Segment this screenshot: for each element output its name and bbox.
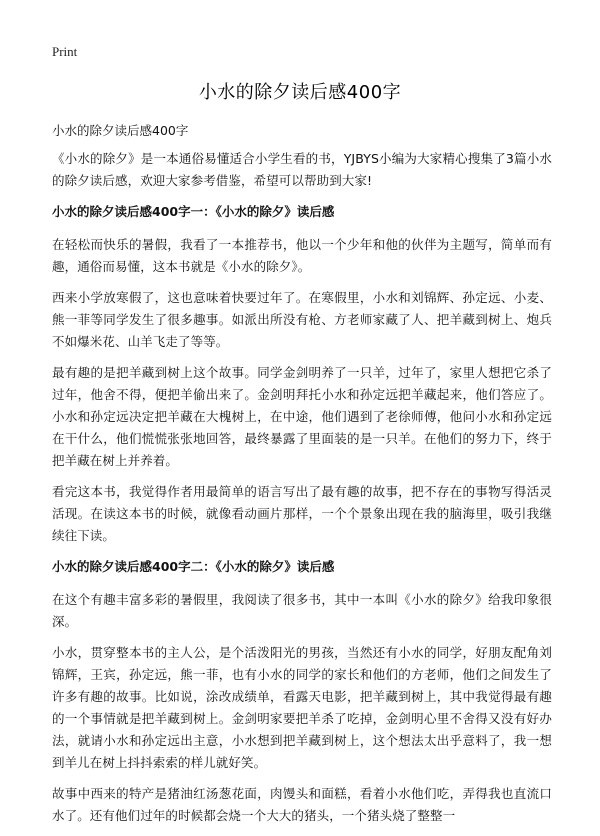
- intro-paragraph: 《小水的除夕》是一本通俗易懂适合小学生看的书，YJBYS小编为大家精心搜集了3篇小水的除夕读后感，欢迎大家参考借鉴，希望可以帮助到大家!: [52, 151, 552, 188]
- section1-paragraph: 最有趣的是把羊藏到树上这个故事。同学金剑明养了一只羊，过年了，家里人想把它杀了过年，他舍不得，便把羊偷出来了。金剑明拜托小水和孙定远把羊藏起来，他们答应了。小水和孙定远决定把羊藏在大槐树上，在中途，他们遇到了老徐师傅，他问小水和孙定远在干什么，他们慌慌张张地回答，最终暴露了里面装的是一只羊。在他们的努力下，终于把羊藏在树上并养着。: [52, 365, 552, 468]
- section2-paragraph: 在这个有趣丰富多彩的暑假里，我阅读了很多书，其中一本叫《小水的除夕》给我印象很深。: [52, 592, 552, 629]
- section1-paragraph: 西来小学放寒假了，这也意味着快要过年了。在寒假里，小水和刘锦辉、孙定远、小麦、熊一菲等同学发生了很多趣事。如派出所没有枪、方老师家藏了人、把羊藏到树上、炮兵不如爆米花、山羊飞走了等等。: [52, 290, 552, 349]
- section-heading-1: 小水的除夕读后感400字一：《小水的除夕》读后感: [52, 204, 335, 219]
- article-body: [52, 120, 552, 836]
- section-heading-2: 小水的除夕读后感400字二：《小水的除夕》读后感: [52, 559, 335, 574]
- section2-paragraph: 故事中西来的特产是猪油红汤葱花面，肉馒头和面糕，看着小水他们吃，弄得我也直流口水了。还有他们过年的时候都会烧一个大大的猪头，一个猪头烧了整整一: [52, 786, 552, 823]
- section1-paragraph: 在轻松而快乐的暑假，我看了一本推荐书，他以一个少年和他的伙伴为主题写，简单而有趣，通俗而易懂，这本书就是《小水的除夕》。: [52, 237, 552, 274]
- page-title: 小水的除夕读后感400字: [198, 82, 402, 103]
- section2-paragraph: 小水，贯穿整本书的主人公，是个活泼阳光的男孩，当然还有小水的同学，好朋友配角刘锦辉，王宾，孙定远，熊一菲，也有小水的同学的家长和他们的方老师，他们之间发生了许多有趣的故事。比如说，涂改成绩单，看露天电影，把羊藏到树上，其中我觉得最有趣的一个事情就是把羊藏到树上。金剑明家要把羊杀了吃掉，金剑明心里不舍得又没有好办法，就请小水和孙定远出主意，小水想到把羊藏到树上，这个想法太出乎意料了，我一想到羊儿在树上抖抖索索的样儿就好笑。: [52, 645, 552, 770]
- article-subtitle: 小水的除夕读后感400字: [52, 123, 189, 138]
- section1-paragraph: 看完这本书，我觉得作者用最简单的语言写出了最有趣的故事，把不存在的事物写得活灵活现。在读这本书的时候，就像看动画片那样，一个个景象出现在我的脑海里，吸引我继续往下读。: [52, 484, 552, 543]
- print-link[interactable]: Print: [52, 44, 78, 59]
